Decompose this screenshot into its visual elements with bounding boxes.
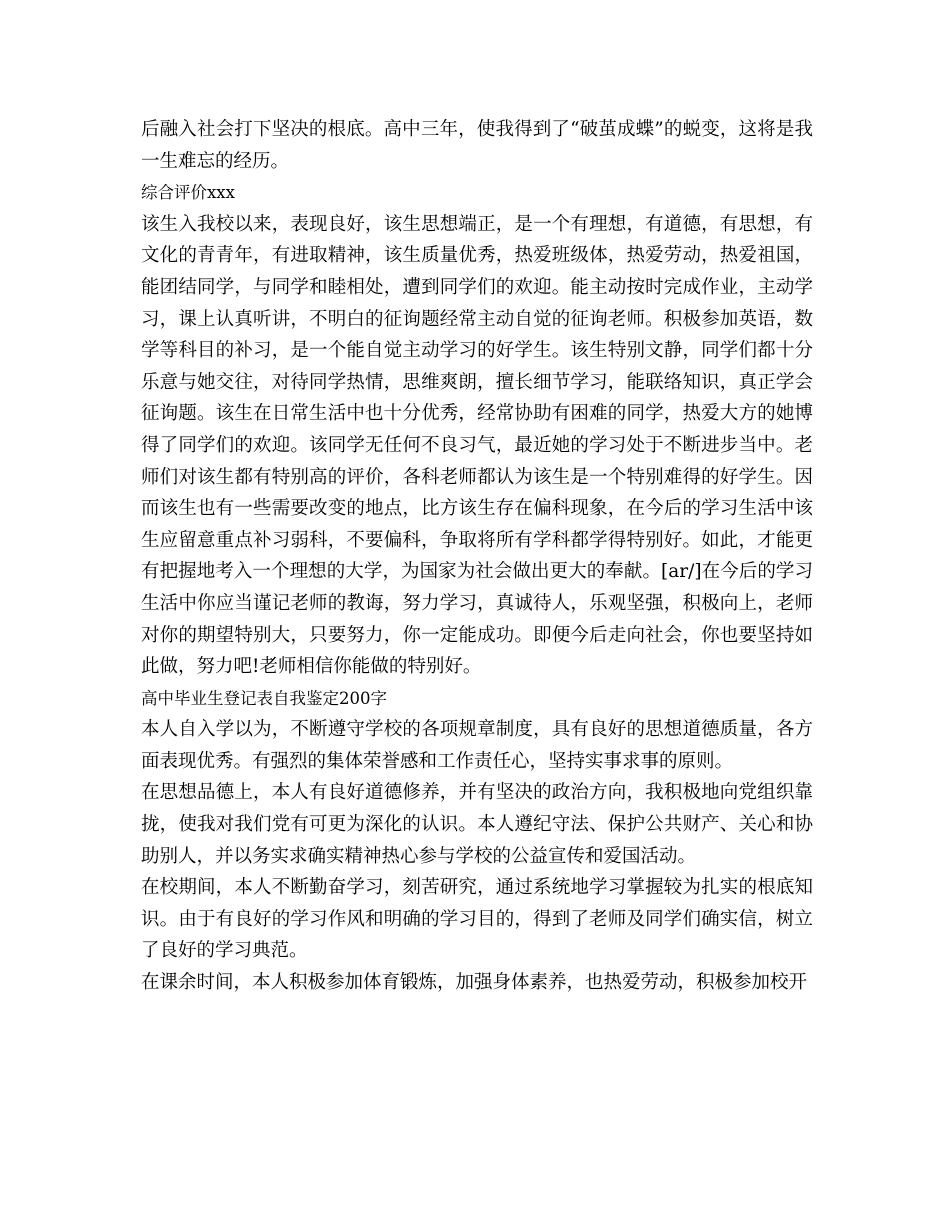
section-heading-comprehensive-evaluation: 综合评价xxx [141,183,235,203]
paragraph-rules: 本人自入学以为，不断遵守学校的各项规章制度，具有良好的思想道德质量，各方面表现优秀。有强烈的集体荣誉感和工作责任心，坚持实事求事的原则。 [141,719,813,772]
paragraph-extracurricular: 在课余时间，本人积极参加体育锻炼，加强身体素养，也热爱劳动，积极参加校开 [141,972,808,994]
document-body [141,114,813,999]
paragraph-morality: 在思想品德上，本人有良好道德修养，并有坚决的政治方向，我积极地向党组织靠拢，使我对我们党有可更为深化的认识。本人遵纪守法、保护公共财产、关心和协助别人，并以务实求确实精神热心参与学校的公益宣传和爱国活动。 [141,782,813,867]
paragraph-evaluation: 该生入我校以来，表现良好，该生思想端正，是一个有理想，有道德，有思想，有文化的青青年，有进取精神，该生质量优秀，热爱班级体，热爱劳动，热爱祖国，能团结同学，与同学和睦相处，遭到同学们的欢迎。能主动按时完成作业，主动学习，课上认真听讲，不明白的征询题经常主动自觉的征询老师。积极参加英语，数学等科目的补习，是一个能自觉主动学习的好学生。该生特别文静，同学们都十分乐意与她交往，对待同学热情，思维爽朗，擅长细节学习，能联络知识，真正学会征询题。该生在日常生活中也十分优秀，经常协助有困难的同学，热爱大方的她博得了同学们的欢迎。该同学无任何不良习气，最近她的学习处于不断进步当中。老师们对该生都有特别高的评价，各科老师都认为该生是一个特别难得的好学生。因而该生也有一些需要改变的地点，比方该生存在偏科现象，在今后的学习生活中该生应留意重点补习弱科，不要偏科，争取将所有学科都学得特别好。如此，才能更有把握地考入一个理想的大学，为国家为社会做出更大的奉献。[ar/]在今后的学习生活中你应当谨记老师的教诲，努力学习，真诚待人，乐观坚强，积极向上，老师对你的期望特别大，只要努力，你一定能成功。即便今后走向社会，你也要坚持如此做，努力吧!老师相信你能做的特别好。 [141,213,813,678]
paragraph-study: 在校期间，本人不断勤奋学习，刻苦研究，通过系统地学习掌握较为扎实的根底知识。由于有良好的学习作风和明确的学习目的，得到了老师及同学们确实信，树立了良好的学习典范。 [141,877,813,962]
section-heading-self-appraisal: 高中毕业生登记表自我鉴定200字 [141,688,387,708]
paragraph-intro-ending: 后融入社会打下坚决的根底。高中三年，使我得到了“破茧成蝶”的蜕变，这将是我一生难忘的经历。 [141,119,813,172]
